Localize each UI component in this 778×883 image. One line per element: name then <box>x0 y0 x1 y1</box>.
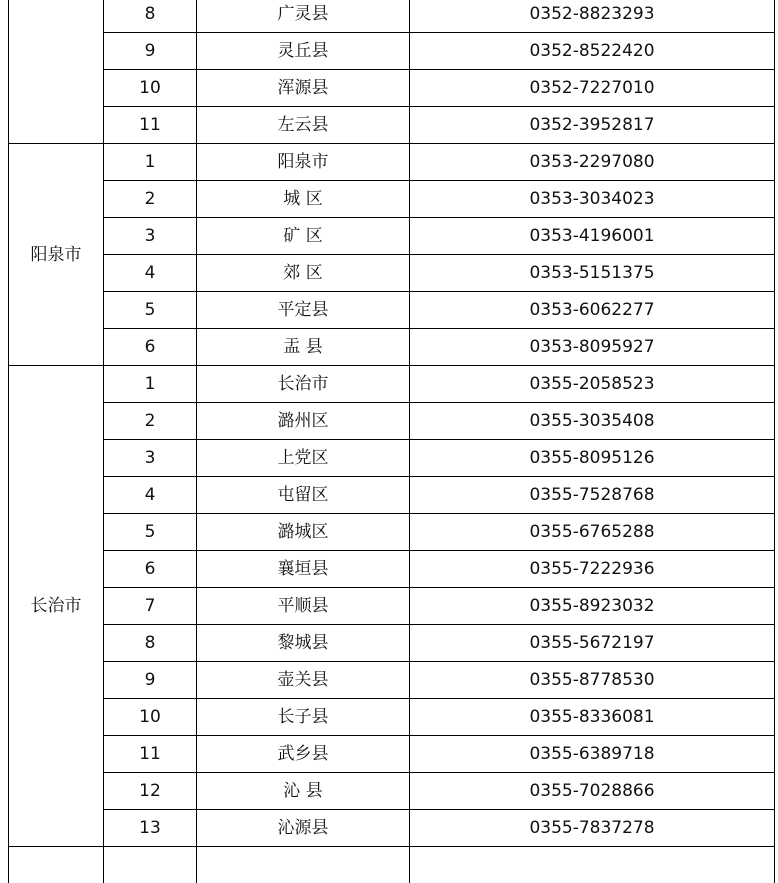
phone-cell: 0353-2297080 <box>410 144 775 181</box>
county-cell: 武乡县 <box>197 736 410 773</box>
phone-cell: 0352-3952817 <box>410 107 775 144</box>
table-row <box>9 551 775 588</box>
table-row <box>9 810 775 847</box>
table-row <box>9 662 775 699</box>
index-cell: 6 <box>104 329 197 366</box>
phone-cell: 0355-5672197 <box>410 625 775 662</box>
table-row <box>9 33 775 70</box>
county-cell: 上党区 <box>197 440 410 477</box>
county-cell: 左云县 <box>197 107 410 144</box>
county-cell: 长治市 <box>197 366 410 403</box>
table-row <box>9 773 775 810</box>
contact-table <box>8 0 775 883</box>
index-cell: 11 <box>104 736 197 773</box>
phone-cell: 0355-2058523 <box>410 366 775 403</box>
empty-cell <box>410 847 775 883</box>
county-cell: 灵丘县 <box>197 33 410 70</box>
phone-cell: 0355-3035408 <box>410 403 775 440</box>
index-cell: 10 <box>104 699 197 736</box>
index-cell: 5 <box>104 514 197 551</box>
phone-cell: 0355-7222936 <box>410 551 775 588</box>
county-cell: 襄垣县 <box>197 551 410 588</box>
phone-cell: 0355-7528768 <box>410 477 775 514</box>
index-cell: 9 <box>104 33 197 70</box>
table-row <box>9 625 775 662</box>
county-cell: 屯留区 <box>197 477 410 514</box>
table-row <box>9 477 775 514</box>
table-row <box>9 107 775 144</box>
county-cell: 矿 区 <box>197 218 410 255</box>
county-cell: 潞城区 <box>197 514 410 551</box>
table-row <box>9 588 775 625</box>
phone-cell: 0355-6765288 <box>410 514 775 551</box>
table-body <box>9 0 775 883</box>
index-cell: 3 <box>104 218 197 255</box>
phone-cell: 0352-7227010 <box>410 70 775 107</box>
county-cell: 城 区 <box>197 181 410 218</box>
table-row <box>9 847 775 883</box>
county-cell: 平顺县 <box>197 588 410 625</box>
city-cell: 长治市 <box>9 366 104 847</box>
index-cell: 6 <box>104 551 197 588</box>
table-row <box>9 255 775 292</box>
index-cell: 1 <box>104 366 197 403</box>
table-row <box>9 514 775 551</box>
phone-cell: 0355-8923032 <box>410 588 775 625</box>
county-cell: 阳泉市 <box>197 144 410 181</box>
county-cell: 平定县 <box>197 292 410 329</box>
table-row <box>9 218 775 255</box>
index-cell: 10 <box>104 70 197 107</box>
phone-cell: 0353-5151375 <box>410 255 775 292</box>
empty-cell <box>104 847 197 883</box>
phone-cell: 0355-8095126 <box>410 440 775 477</box>
county-cell: 沁 县 <box>197 773 410 810</box>
index-cell: 12 <box>104 773 197 810</box>
phone-cell: 0355-6389718 <box>410 736 775 773</box>
phone-cell: 0352-8522420 <box>410 33 775 70</box>
index-cell: 5 <box>104 292 197 329</box>
county-cell: 郊 区 <box>197 255 410 292</box>
index-cell: 11 <box>104 107 197 144</box>
table-row <box>9 440 775 477</box>
city-cell <box>9 0 104 144</box>
table-row <box>9 181 775 218</box>
phone-cell: 0355-8778530 <box>410 662 775 699</box>
table-row <box>9 70 775 107</box>
table-row <box>9 329 775 366</box>
phone-cell: 0353-4196001 <box>410 218 775 255</box>
phone-cell: 0355-7837278 <box>410 810 775 847</box>
table-row <box>9 144 775 181</box>
empty-cell <box>9 847 104 883</box>
index-cell: 2 <box>104 403 197 440</box>
table-row <box>9 292 775 329</box>
city-cell: 阳泉市 <box>9 144 104 366</box>
phone-cell: 0353-6062277 <box>410 292 775 329</box>
index-cell: 4 <box>104 255 197 292</box>
table-row <box>9 403 775 440</box>
index-cell: 7 <box>104 588 197 625</box>
county-cell: 广灵县 <box>197 0 410 33</box>
index-cell: 13 <box>104 810 197 847</box>
county-cell: 潞州区 <box>197 403 410 440</box>
index-cell: 9 <box>104 662 197 699</box>
county-cell: 盂 县 <box>197 329 410 366</box>
phone-cell: 0353-8095927 <box>410 329 775 366</box>
county-cell: 长子县 <box>197 699 410 736</box>
empty-cell <box>197 847 410 883</box>
county-cell: 黎城县 <box>197 625 410 662</box>
index-cell: 4 <box>104 477 197 514</box>
county-cell: 壶关县 <box>197 662 410 699</box>
county-cell: 浑源县 <box>197 70 410 107</box>
index-cell: 3 <box>104 440 197 477</box>
index-cell: 1 <box>104 144 197 181</box>
table-row <box>9 366 775 403</box>
table-row <box>9 699 775 736</box>
table-row <box>9 736 775 773</box>
index-cell: 2 <box>104 181 197 218</box>
index-cell: 8 <box>104 625 197 662</box>
table-row <box>9 0 775 33</box>
phone-cell: 0352-8823293 <box>410 0 775 33</box>
phone-cell: 0355-8336081 <box>410 699 775 736</box>
phone-cell: 0353-3034023 <box>410 181 775 218</box>
phone-cell: 0355-7028866 <box>410 773 775 810</box>
county-cell: 沁源县 <box>197 810 410 847</box>
index-cell: 8 <box>104 0 197 33</box>
